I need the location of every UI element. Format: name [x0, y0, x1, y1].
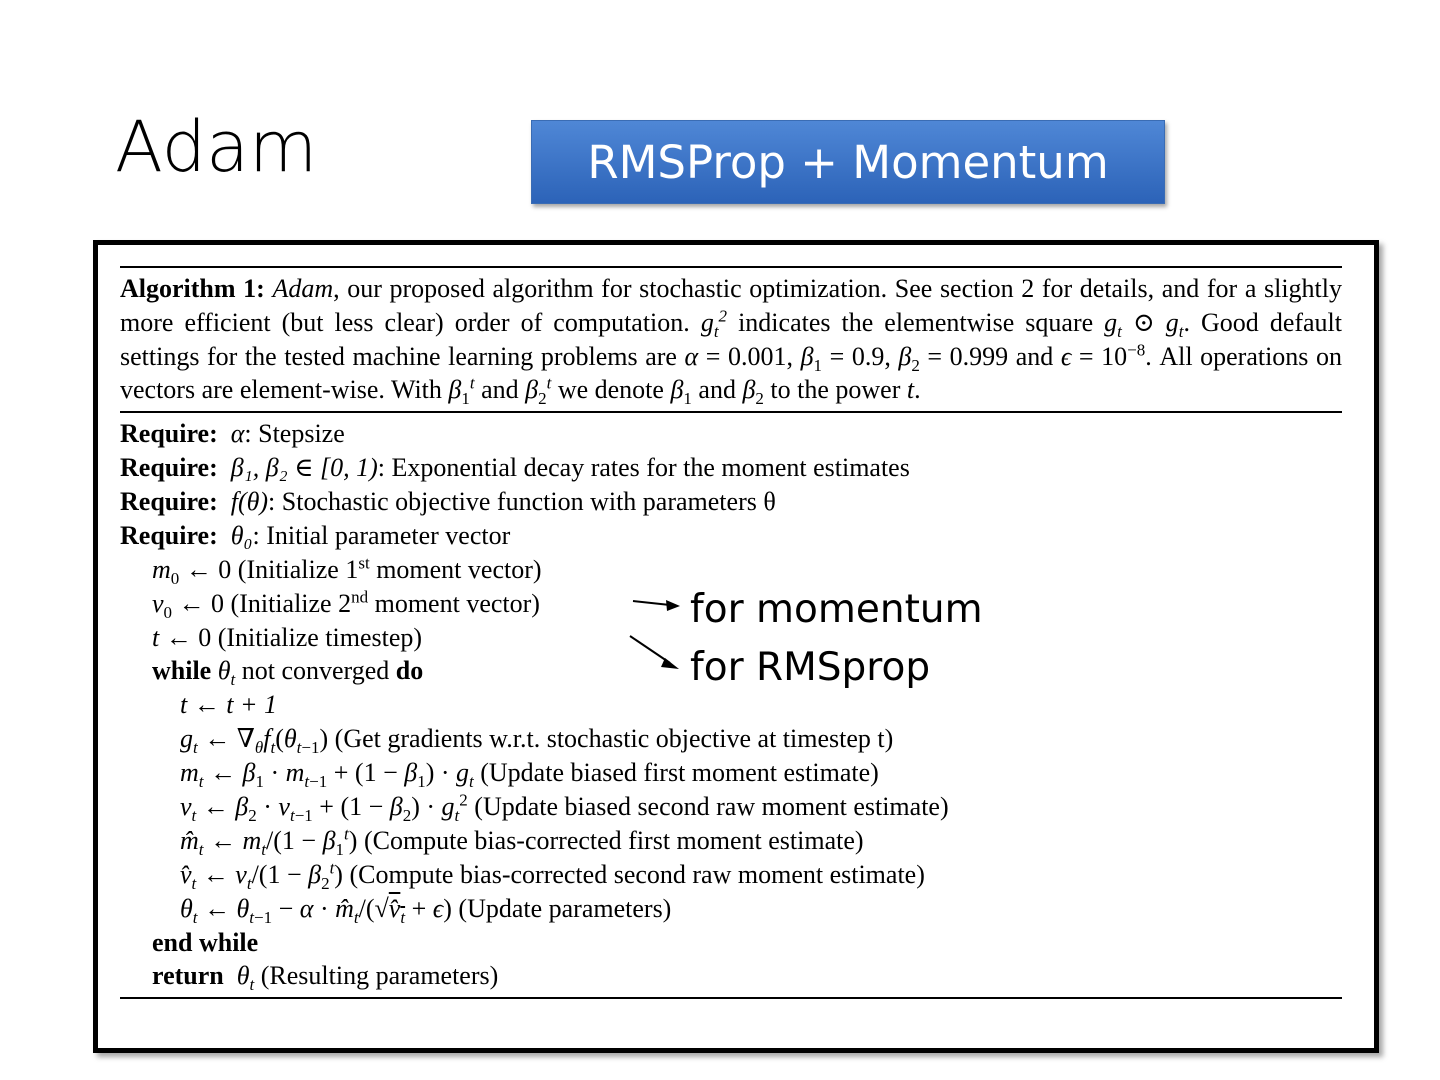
init-t-text: (Initialize timestep) [217, 622, 423, 652]
bottom-rule [120, 997, 1342, 999]
algorithm-content [120, 266, 1342, 999]
momentum-label: for momentum [690, 587, 983, 632]
algorithm-caption: Algorithm 1: Adam, our proposed algorithm for stochastic optimization. See section 2 for details, and for a slightly more efficient (but less clear) order of computation. $g_t^2$ indicates the elementwise square $g_t$ ⊙ $g_t$. Good default settings for the tested machine learning problems are α = 0.001, $\beta_1 = 0.9$, $\beta_2 = 0.999$ and $\epsilon = 10^{-8}$. All operations on vectors are element-wise. With $\beta_1^t$ and $\beta_2^t$ we denote $\beta_1$ and $\beta_2$ to the power t. [120, 274, 1343, 409]
require-text: : Stochastic objective function with parameters θ [268, 486, 776, 516]
caption-text-3: . Good default settings for the tested machine learning problems are [120, 307, 1342, 371]
caption-math-square: $g_t$ ⊙ $g_t$ [1104, 307, 1184, 341]
step-v-text: (Update biased second raw moment estimate) [474, 791, 949, 821]
step-theta-line: $\theta_t$ ← $\theta_{t-1} - \alpha$ · $m̂_t/(√v̂_t + \epsilon)$ (Update parameters) [180, 893, 672, 927]
require-line [120, 417, 1342, 451]
require-text: : Exponential decay rates for the moment estimates [377, 453, 910, 483]
init-m-end: moment vector) [369, 554, 542, 584]
require-line [120, 451, 1342, 485]
init-m-line: $m_0$ ← 0 (Initialize 1st moment vector) [152, 553, 542, 588]
require-text: : Initial parameter vector [252, 520, 511, 550]
require-math: β₁, β₂ ∈ [0, 1) [230, 453, 378, 483]
step-vhat-text: (Compute bias-corrected second raw moment estimate) [349, 859, 925, 889]
step-mhat-line: $m̂_t$ ← $m_t/(1 - \beta_1^t)$ (Compute bias-corrected first moment estimate) [180, 824, 864, 860]
step-t-line: t ← t + 1 [180, 690, 277, 720]
caption-text-1: , our proposed algorithm for stochastic optimization. See section 2 for details, and for a slightly more efficient (but less clear) order of computation. [120, 274, 1343, 337]
step-g-text: (Get gradients w.r.t. stochastic objective at timestep t) [334, 724, 894, 754]
algorithm-name: Adam [272, 274, 334, 303]
return-text: (Resulting parameters) [260, 961, 499, 991]
require-math: f(θ) [230, 486, 269, 516]
slide-title: Adam [115, 106, 318, 188]
while-text: not converged [235, 656, 396, 686]
rmsprop-label: for RMSprop [690, 645, 931, 690]
caption-math-gt2: $g_t^2$ [700, 306, 728, 341]
step-vhat-line: $v̂_t$ ← $v_t/(1 - \beta_2^t)$ (Compute bias-corrected second raw moment estimate) [180, 858, 925, 893]
caption-text-4: . All operations on vectors are element-wise. With [120, 341, 1342, 405]
step-g-line: $g_t$ ← $\nabla_\theta f_t(\theta_{t-1})$ (Get gradients w.r.t. stochastic objective at timestep t) [180, 724, 894, 758]
init-v-line: $v_0$ ← 0 (Initialize 2nd moment vector) [152, 586, 540, 622]
step-mhat-text: (Compute bias-corrected first moment estimate) [363, 825, 864, 855]
require-keyword: Require: [120, 486, 218, 516]
end-while-keyword: end while [152, 927, 259, 957]
require-line [120, 485, 1342, 519]
require-keyword: Require: [120, 419, 218, 449]
step-v-line: $v_t$ ← $\beta_2 \cdot v_{t-1} + (1 - \beta_2) \cdot g_t^2$ (Update biased second raw moment estimate) [180, 790, 949, 826]
require-line [120, 519, 1342, 553]
rmsprop-momentum-badge: RMSProp + Momentum [531, 120, 1165, 204]
caption-text-5: we denote [557, 375, 664, 405]
require-text: : Stepsize [244, 419, 345, 449]
init-v-sup: nd [351, 586, 369, 606]
step-theta-text: (Update parameters) [458, 893, 672, 923]
do-keyword: do [395, 656, 424, 686]
require-math: α [230, 419, 245, 449]
caption-math-defaults: α = 0.001, $\beta_1 = 0.9$, $\beta_2 = 0.999$ and $\epsilon = 10^{-8}$ [684, 339, 1146, 375]
algorithm-heading: Algorithm 1: [120, 274, 265, 303]
caption-math-powers: $\beta_1^t$ and $\beta_2^t$ [448, 373, 552, 409]
init-t-line: t ← 0 (Initialize timestep) [152, 622, 423, 652]
step-m-text: (Update biased first moment estimate) [480, 758, 879, 788]
while-keyword: while [152, 656, 212, 686]
while-line: while $\theta_t$ not converged do [152, 656, 424, 690]
return-line: return $\theta_t$ (Resulting parameters) [152, 961, 499, 995]
step-m-line: $m_t$ ← $\beta_1 \cdot m_{t-1} + (1 - \beta_1) \cdot g_t$ (Update biased first moment estimate) [180, 758, 879, 792]
require-keyword: Require: [120, 520, 218, 550]
require-keyword: Require: [120, 453, 218, 483]
init-m-text: (Initialize 1 [237, 554, 359, 584]
init-v-text: (Initialize 2 [230, 588, 352, 618]
init-m-sup: st [358, 553, 370, 573]
caption-text-6: to the power [770, 375, 901, 405]
end-while-line [120, 926, 1342, 960]
caption-text-2: indicates the elementwise square [738, 307, 1094, 337]
require-math: θ₀ [230, 520, 253, 550]
return-keyword: return [152, 961, 224, 991]
algorithm-body [120, 413, 1342, 997]
caption-math-betas: $\beta_1$ and $\beta_2$ [670, 375, 764, 409]
init-v-end: moment vector) [368, 588, 540, 618]
